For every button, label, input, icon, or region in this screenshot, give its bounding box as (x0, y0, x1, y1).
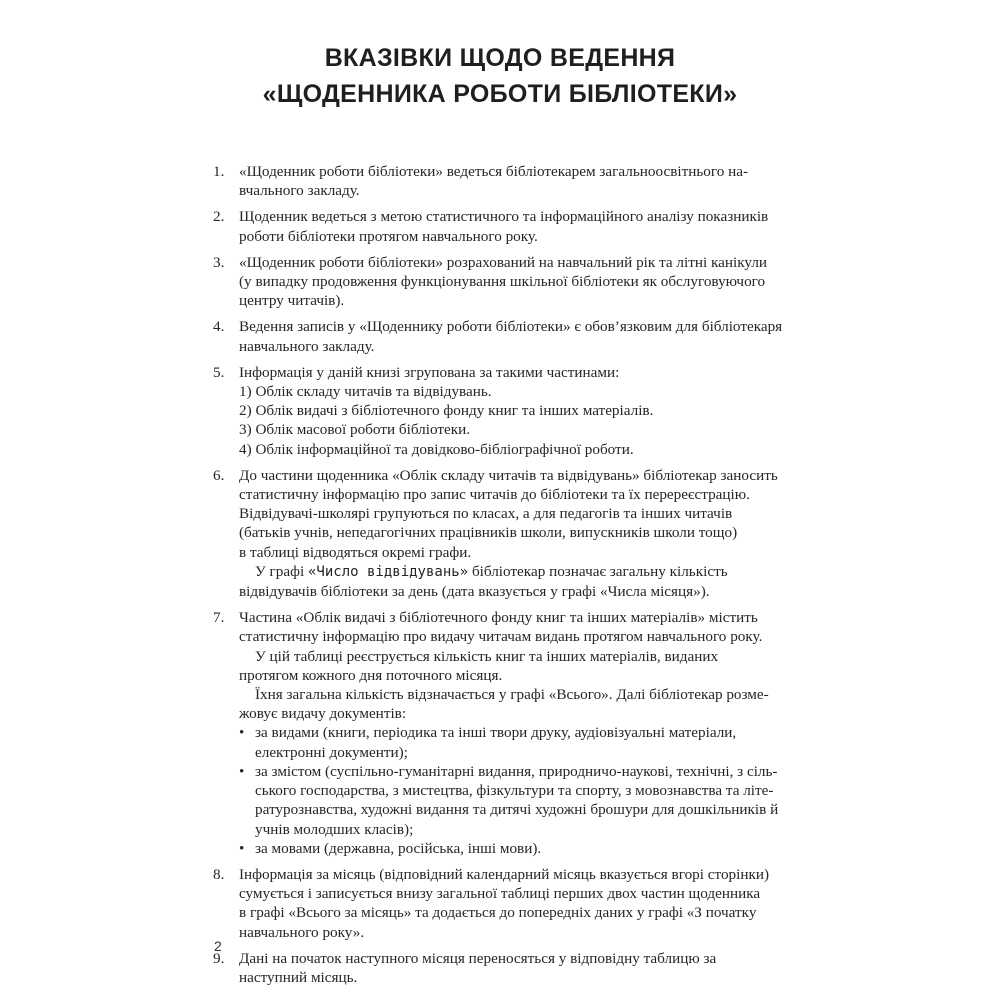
item-text-line: сумується і записується внизу загальної таблиці перших двох частин щоденника (239, 885, 761, 903)
item-text-line: (батьків учнів, непедагогічних працівників школи, випускників школи тощо) (239, 524, 738, 542)
list-item-9 (213, 949, 805, 987)
paragraph-text: У графі (255, 562, 308, 580)
item-text-line: Інформація у даній книзі згрупована за такими частинами: (239, 363, 620, 381)
sub-item: 4) Облік інформаційної та довідково-бібліографічної роботи. (239, 440, 634, 458)
item-number: 5. (213, 363, 225, 381)
bullet-text: за видами (книги, періодика та інші твори друку, аудіовізуальні матеріали, (255, 724, 737, 742)
bullet-text: за змістом (суспільно-гуманітарні видання, природничо-наукові, технічні, з сіль- (255, 762, 778, 780)
bullet-text-continued: ратурознавства, художні видання та дитячі художні брошури для дошкільників й (255, 801, 779, 819)
page-number: 2 (214, 938, 222, 954)
item-text-line: відвідувачів бібліотеки за день (дата вказується у графі «Числа місяця»). (239, 583, 710, 601)
item-paragraph-line (239, 562, 805, 582)
item-text-line: вчального закладу. (239, 182, 360, 200)
item-number: 4. (213, 318, 225, 336)
item-text-line: «Щоденник роботи бібліотеки» ведеться бібліотекарем загальноосвітнього на- (239, 163, 749, 180)
bullet-item (239, 839, 805, 858)
page-title (200, 40, 800, 112)
item-text-line: роботи бібліотеки протягом навчального року. (239, 227, 538, 245)
item-text-line: протягом кожного дня поточного місяця. (239, 666, 503, 684)
bullet-icon: • (239, 839, 245, 857)
item-number: 7. (213, 609, 225, 627)
paragraph-text: бібліотекар позначає загальну кількість (468, 562, 728, 580)
item-text-line: навчального року». (239, 923, 365, 941)
item-text-line: жовує видачу документів: (239, 705, 407, 723)
list-item-1 (213, 162, 805, 200)
list-item-8 (213, 865, 805, 942)
item-number: 1. (213, 163, 225, 180)
list-item-2 (213, 207, 805, 245)
list-item-6 (213, 466, 805, 601)
bullet-text-continued: ського господарства, з мистецтва, фізкультури та спорту, з мовознавства та літе- (255, 782, 774, 800)
item-text-line: Частина «Облік видачі з бібліотечного фонду книг та інших матеріалів» містить (239, 609, 758, 627)
list-item-4 (213, 317, 805, 355)
item-paragraph-line: Їхня загальна кількість відзначається у графі «Всього». Далі бібліотекар розме- (255, 686, 769, 704)
list-item-5 (213, 363, 805, 459)
item-text-line: навчального закладу. (239, 337, 375, 355)
item-text-line: Інформація за місяць (відповідний календарний місяць вказується вгорі сторінки) (239, 865, 770, 883)
sub-item: 1) Облік складу читачів та відвідувань. (239, 383, 492, 401)
item-text-line: в графі «Всього за місяць» та додається до попередніх даних у графі «З початку (239, 904, 757, 922)
item-text-line: Дані на початок наступного місяця переносяться у відповідну таблицю за (239, 949, 717, 967)
list-item-3 (213, 253, 805, 311)
instructions-list (213, 162, 805, 994)
title-line-2: «ЩОДЕННИКА РОБОТИ БІБЛІОТЕКИ» (262, 80, 738, 108)
item-text-line: Щоденник ведеться з метою статистичного та інформаційного аналізу показників (239, 208, 769, 226)
item-text-line: До частини щоденника «Облік складу читачів та відвідувань» бібліотекар заносить (239, 466, 778, 484)
column-name-text: «Число відвідувань» (307, 563, 469, 580)
item-text-line: Ведення записів у «Щоденнику роботи бібліотеки» є обов’язковим для бібліотекаря (239, 318, 783, 336)
item-text-line: центру читачів). (239, 292, 345, 310)
item-text-line: (у випадку продовження функціонування шкільної бібліотеки як обслуговуючого (239, 273, 766, 291)
item-paragraph-line: У цій таблиці реєструється кількість книг та інших матеріалів, виданих (255, 647, 719, 665)
bullet-icon: • (239, 724, 245, 742)
bullet-text-continued: учнів молодших класів); (255, 820, 414, 838)
item-text-line: в таблиці відводяться окремі графи. (239, 543, 472, 561)
bullet-text-continued: електронні документи); (255, 743, 408, 761)
sub-item: 3) Облік масової роботи бібліотеки. (239, 421, 471, 439)
list-item-7 (213, 608, 805, 858)
sub-item: 2) Облік видачі з бібліотечного фонду книг та інших матеріалів. (239, 402, 654, 420)
item-number: 2. (213, 208, 225, 226)
item-text-line: «Щоденник роботи бібліотеки» розрахований на навчальний рік та літні канікули (239, 253, 768, 271)
item-number: 9. (213, 949, 225, 967)
bullet-text: за мовами (державна, російська, інші мови). (255, 839, 542, 857)
item-text-line: Відвідувачі-школярі групуються по класах, а для педагогів та інших читачів (239, 505, 733, 523)
item-number: 8. (213, 865, 225, 883)
item-number: 3. (213, 253, 225, 271)
item-text-line: наступний місяць. (239, 968, 358, 986)
title-line-1: ВКАЗІВКИ ЩОДО ВЕДЕННЯ (324, 44, 676, 72)
item-text-line: статистичну інформацію про видачу читачам видань протягом навчального року. (239, 628, 763, 646)
bullet-item (239, 762, 805, 781)
item-text-line: статистичну інформацію про запис читачів до бібліотеки та їх перереєстрацію. (239, 486, 750, 504)
bullet-icon: • (239, 762, 245, 780)
bullet-item (239, 723, 805, 742)
item-number: 6. (213, 466, 225, 484)
